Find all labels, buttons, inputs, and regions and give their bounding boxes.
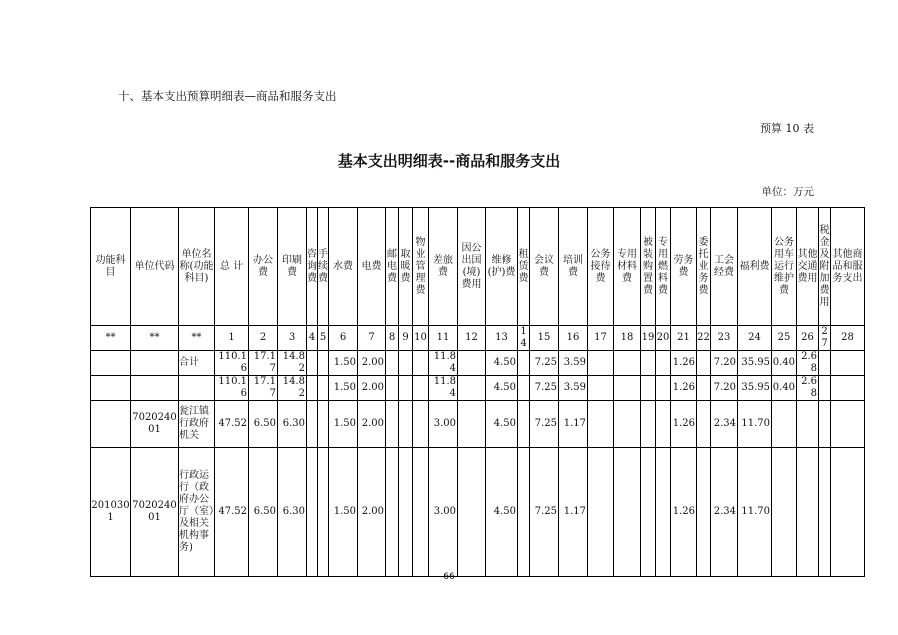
table-row-cell: 3.59	[559, 376, 588, 401]
header-row-cell: 税金及附加费用	[819, 208, 831, 326]
table-row-cell: 110.16	[215, 351, 249, 376]
header-row-cell: 咨询费	[307, 208, 318, 326]
header-row-cell: 其他商品和服务支出	[831, 208, 865, 326]
table-number: 预算 10 表	[760, 122, 814, 135]
index-row-cell: 26	[797, 326, 819, 351]
table-row-cell	[656, 448, 671, 577]
table-row-cell	[697, 376, 711, 401]
table-row-cell	[588, 401, 614, 448]
index-row-cell: 3	[278, 326, 307, 351]
table-row-cell	[386, 448, 399, 577]
header-row-cell: 因公出国(境)费用	[458, 208, 486, 326]
table-row-cell: 14.82	[278, 376, 307, 401]
header-row-cell: 其他交通费用	[797, 208, 819, 326]
table-row-cell	[179, 376, 215, 401]
table-row-cell: 0.40	[772, 351, 797, 376]
index-row-cell: 15	[530, 326, 559, 351]
table-row-cell	[614, 351, 641, 376]
header-row-cell: 培训费	[559, 208, 588, 326]
table-row-cell	[458, 376, 486, 401]
table-row-cell: 2.00	[358, 448, 386, 577]
table-row-cell: 1.26	[671, 351, 697, 376]
table-row-cell: 11.70	[738, 448, 772, 577]
table-row-cell	[307, 448, 318, 577]
header-row-cell: 租赁费	[518, 208, 530, 326]
header-row-cell: 被装购置费	[641, 208, 656, 326]
table-row-cell	[819, 448, 831, 577]
table-row-cell	[458, 448, 486, 577]
table-row-cell: 2.00	[358, 351, 386, 376]
index-row-cell: 7	[358, 326, 386, 351]
index-row-cell: 4	[307, 326, 318, 351]
table-row-cell: 2.00	[358, 376, 386, 401]
table-row-cell: 11.70	[738, 401, 772, 448]
table-row-cell	[697, 448, 711, 577]
table-row-cell: 3.00	[429, 448, 458, 577]
table-row-cell: 3.59	[559, 351, 588, 376]
table-row-cell	[772, 401, 797, 448]
table-row-cell: 7.25	[530, 376, 559, 401]
header-row-cell: 专用燃料费	[656, 208, 671, 326]
table-row-cell	[91, 401, 131, 448]
table-row-cell: 6.50	[249, 448, 278, 577]
table-row-cell	[772, 448, 797, 577]
index-row-cell: 2	[249, 326, 278, 351]
table-row-cell: 6.30	[278, 401, 307, 448]
index-row-cell: 12	[458, 326, 486, 351]
table-row-cell: 行政运行（政府办公厅（室）及相关机构事务)	[179, 448, 215, 577]
table-row-cell	[131, 351, 179, 376]
index-row-cell: 13	[486, 326, 518, 351]
header-row-cell: 差旅费	[429, 208, 458, 326]
table-row-cell	[318, 351, 329, 376]
section-title: 十、基本支出预算明细表—商品和服务支出	[118, 89, 337, 103]
table-row-cell	[656, 401, 671, 448]
table-row-cell	[641, 376, 656, 401]
table-row-cell	[641, 351, 656, 376]
table-row-cell	[386, 376, 399, 401]
unit-label: 单位：万元	[761, 186, 814, 198]
index-row-cell: 19	[641, 326, 656, 351]
table-row-cell	[307, 351, 318, 376]
table-row-cell	[318, 448, 329, 577]
table-row-cell	[518, 401, 530, 448]
index-row-cell: 6	[329, 326, 358, 351]
index-row-cell: 16	[559, 326, 588, 351]
index-row-cell: 22	[697, 326, 711, 351]
table-row-cell: 2010301	[91, 448, 131, 577]
table-row-cell	[588, 351, 614, 376]
table-row-cell: 合计	[179, 351, 215, 376]
table-row-cell: 1.26	[671, 376, 697, 401]
table-row-cell: 1.50	[329, 448, 358, 577]
table-row-cell	[697, 351, 711, 376]
index-row-cell: 23	[711, 326, 738, 351]
table-row-cell	[386, 351, 399, 376]
table-row-cell: 35.95	[738, 376, 772, 401]
index-row-cell: 5	[318, 326, 329, 351]
table-row-cell: 47.52	[215, 401, 249, 448]
index-row-cell: 25	[772, 326, 797, 351]
page-title: 基本支出明细表--商品和服务支出	[337, 152, 561, 170]
table-row-cell	[797, 448, 819, 577]
table-row-cell	[413, 448, 429, 577]
header-row-cell: 邮电费	[386, 208, 399, 326]
index-row-cell: **	[91, 326, 131, 351]
table-row-cell	[614, 376, 641, 401]
table-row-cell	[307, 376, 318, 401]
table-row-cell: 7.20	[711, 376, 738, 401]
table-row-cell	[518, 351, 530, 376]
index-row-cell: 28	[831, 326, 865, 351]
header-row-cell: 水费	[329, 208, 358, 326]
table-row-cell	[91, 376, 131, 401]
table-row-cell: 110.16	[215, 376, 249, 401]
table-row-cell: 11.84	[429, 351, 458, 376]
table-row-cell	[588, 376, 614, 401]
table-row-cell: 2.34	[711, 448, 738, 577]
table-row-cell	[819, 401, 831, 448]
header-row-cell: 公务用车运行维护费	[772, 208, 797, 326]
table-row-cell	[458, 351, 486, 376]
header-row-cell: 手续费	[318, 208, 329, 326]
table-row-cell	[307, 401, 318, 448]
table-row-cell	[641, 448, 656, 577]
index-row-cell: 21	[671, 326, 697, 351]
table-row-cell	[386, 401, 399, 448]
table-row-cell: 4.50	[486, 401, 518, 448]
table-row-cell: 1.50	[329, 401, 358, 448]
table-row	[91, 401, 865, 448]
header-row-cell: 委托业务费	[697, 208, 711, 326]
header-row-cell: 办公费	[249, 208, 278, 326]
table-row-cell	[697, 401, 711, 448]
table-row-cell: 1.17	[559, 448, 588, 577]
index-row-cell: 17	[588, 326, 614, 351]
table-row-cell	[641, 401, 656, 448]
table-row-cell	[831, 448, 865, 577]
table-row-cell	[656, 376, 671, 401]
table-row-cell: 7.25	[530, 351, 559, 376]
table-row-cell: 3.00	[429, 401, 458, 448]
index-row-cell: 24	[738, 326, 772, 351]
table-row-cell	[131, 376, 179, 401]
table-row-cell	[518, 376, 530, 401]
index-row-cell: 18	[614, 326, 641, 351]
header-row-cell: 物业管理费	[413, 208, 429, 326]
table-row-cell: 1.17	[559, 401, 588, 448]
table-row-cell	[656, 351, 671, 376]
table-row-cell: 2.68	[797, 376, 819, 401]
table-row-cell: 7.25	[530, 448, 559, 577]
table-row-cell	[819, 376, 831, 401]
index-row-cell: **	[179, 326, 215, 351]
table-row-cell: 6.50	[249, 401, 278, 448]
table-row-cell: 7.25	[530, 401, 559, 448]
index-row-cell: 8	[386, 326, 399, 351]
table-row-cell: 7.20	[711, 351, 738, 376]
table-row-cell	[614, 401, 641, 448]
table-row-cell: 702024001	[131, 401, 179, 448]
table-row-cell	[413, 401, 429, 448]
index-row-cell: 9	[399, 326, 413, 351]
table-row-cell	[831, 351, 865, 376]
table-row-cell: 11.84	[429, 376, 458, 401]
table-row-cell: 0.40	[772, 376, 797, 401]
table-row-cell	[91, 351, 131, 376]
index-row-cell: **	[131, 326, 179, 351]
table-row-cell: 17.17	[249, 376, 278, 401]
table-row-cell: 2.00	[358, 401, 386, 448]
table-row-cell: 4.50	[486, 448, 518, 577]
header-row-cell: 总 计	[215, 208, 249, 326]
table-row-cell	[399, 376, 413, 401]
header-row-cell: 电费	[358, 208, 386, 326]
table-row-cell	[399, 351, 413, 376]
header-row-cell: 单位代码	[131, 208, 179, 326]
table-row-cell	[318, 401, 329, 448]
table-row-cell: 1.50	[329, 351, 358, 376]
table-row-cell: 瓮江镇行政府机关	[179, 401, 215, 448]
index-row-cell: 1	[215, 326, 249, 351]
table-row	[91, 351, 865, 376]
table-row	[91, 376, 865, 401]
page-number: 66	[443, 572, 455, 582]
header-row-cell: 维修(护)费	[486, 208, 518, 326]
header-row-cell: 劳务费	[671, 208, 697, 326]
index-row-cell: 11	[429, 326, 458, 351]
table-row-cell	[588, 448, 614, 577]
table-row-cell: 2.68	[797, 351, 819, 376]
table-row-cell: 1.26	[671, 401, 697, 448]
table-row-cell: 35.95	[738, 351, 772, 376]
header-row-cell: 公务接待费	[588, 208, 614, 326]
table-row-cell: 2.34	[711, 401, 738, 448]
table-row-cell	[399, 448, 413, 577]
table-row-cell: 4.50	[486, 376, 518, 401]
index-row-cell: 27	[819, 326, 831, 351]
table-row-cell: 1.26	[671, 448, 697, 577]
table-row-cell	[518, 448, 530, 577]
table-row-cell	[614, 448, 641, 577]
table-row-cell: 702024001	[131, 448, 179, 577]
expenditure-table	[90, 207, 865, 577]
table-row-cell	[831, 401, 865, 448]
table-row-cell	[458, 401, 486, 448]
header-row-cell: 专用材料费	[614, 208, 641, 326]
table-row-cell: 17.17	[249, 351, 278, 376]
header-row-cell: 工会经费	[711, 208, 738, 326]
table-row-cell: 4.50	[486, 351, 518, 376]
table-row-cell	[413, 351, 429, 376]
header-row	[91, 208, 865, 326]
header-row-cell: 单位名称(功能科目)	[179, 208, 215, 326]
table-row-cell	[413, 376, 429, 401]
header-row-cell: 印刷费	[278, 208, 307, 326]
table-row-cell: 6.30	[278, 448, 307, 577]
table-row-cell: 1.50	[329, 376, 358, 401]
table-row-cell	[318, 376, 329, 401]
table-row-cell	[399, 401, 413, 448]
header-row-cell: 会议费	[530, 208, 559, 326]
table-row-cell: 14.82	[278, 351, 307, 376]
table-row-cell	[819, 351, 831, 376]
table-row-cell: 47.52	[215, 448, 249, 577]
index-row-cell: 14	[518, 326, 530, 351]
index-row	[91, 326, 865, 351]
index-row-cell: 20	[656, 326, 671, 351]
header-row-cell: 功能科目	[91, 208, 131, 326]
table-row-cell	[831, 376, 865, 401]
index-row-cell: 10	[413, 326, 429, 351]
header-row-cell: 取暖费	[399, 208, 413, 326]
header-row-cell: 福利费	[738, 208, 772, 326]
table-row	[91, 448, 865, 577]
table-row-cell	[797, 401, 819, 448]
